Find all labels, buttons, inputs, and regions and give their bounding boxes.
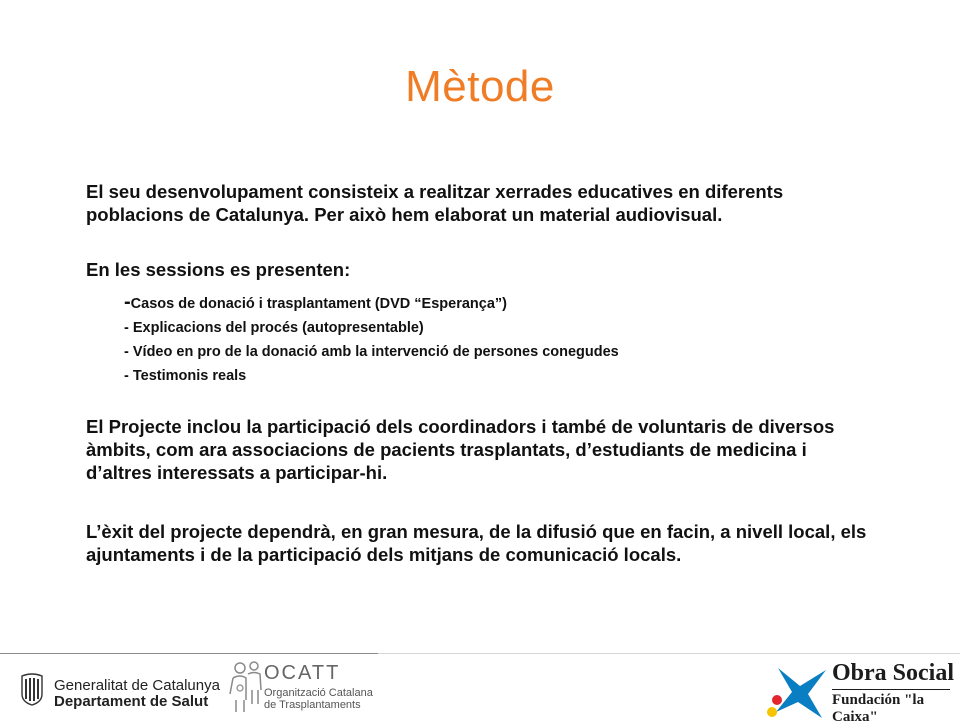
paragraph-project: El Projecte inclou la participació dels coordinadors i també de voluntaris de diversos àmbits, com ara associacions de pacients trasplantats, d’estudiants de medicina i d’altres interessats a participar-hi. <box>86 416 835 483</box>
obra-divider <box>832 689 950 690</box>
list-item-text: Vídeo en pro de la donació amb la intervenció de persones conegudes <box>128 344 619 360</box>
paragraph-success: L’èxit del projecte dependrà, en gran mesura, de la difusió que en facin, a nivell local, els ajuntaments i de la participació dels mitjans de comunicació locals. <box>86 521 867 565</box>
ocatt-acronym: OCATT <box>264 662 341 684</box>
department-name: Departament de Salut <box>54 693 209 710</box>
obra-social-logo <box>760 658 960 725</box>
bullet-dash: - <box>124 368 129 384</box>
fundacion-name: Fundación "la Caixa" <box>832 692 925 725</box>
catalonia-emblem-icon <box>20 672 44 706</box>
bullet-dash: - <box>124 320 129 336</box>
people-icon <box>228 660 264 716</box>
footer-divider <box>0 653 378 654</box>
ocatt-full-name-2: de Trasplantaments <box>264 699 361 711</box>
ocatt-full-name-1: Organització Catalana <box>264 687 373 699</box>
list-item <box>124 290 884 316</box>
list-item-text: Explicacions del procés (autopresentable) <box>128 320 424 336</box>
gencat-name: Generalitat de Catalunya <box>54 677 220 694</box>
bullet-dash: - <box>124 291 131 313</box>
paragraph-intro: El seu desenvolupament consisteix a realitzar xerrades educatives en diferents poblacions de Catalunya. Per això hem elaborat un material audiovisual. <box>86 181 784 225</box>
ocatt-logo <box>228 660 378 720</box>
la-caixa-star-icon <box>764 660 834 720</box>
list-item-text: Casos de donació i trasplantament (DVD “Esperança”) <box>130 296 507 312</box>
list-item <box>124 364 884 388</box>
slide-title: Mètode <box>405 62 555 111</box>
list-item-text: Testimonis reals <box>128 368 247 384</box>
list-item <box>124 316 884 340</box>
footer-divider-light <box>378 653 960 654</box>
paragraph-sessions: En les sessions es presenten: <box>86 259 351 280</box>
list-item <box>124 340 884 364</box>
session-list <box>124 290 884 388</box>
obra-social-title: Obra Social <box>832 660 955 686</box>
bullet-dash: - <box>124 344 129 360</box>
